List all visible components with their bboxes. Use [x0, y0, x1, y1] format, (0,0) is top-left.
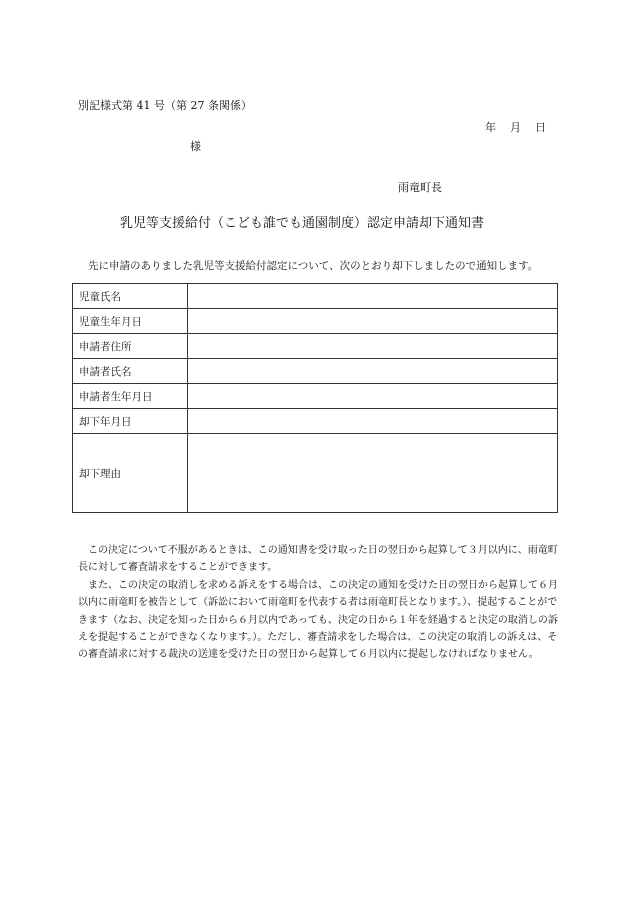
table-row — [73, 359, 558, 384]
row-value — [188, 284, 558, 309]
row-label: 児童氏名 — [73, 284, 188, 309]
row-label: 却下理由 — [73, 434, 188, 513]
row-label: 申請者生年月日 — [73, 384, 188, 409]
date-month: 月 — [510, 121, 521, 134]
row-label: 申請者住所 — [73, 334, 188, 359]
intro-text: 先に申請のありました乳児等支援給付認定について、次のとおり却下しましたので通知します。 — [88, 260, 539, 272]
row-value — [188, 409, 558, 434]
date-year: 年 — [485, 121, 496, 134]
table-row — [73, 384, 558, 409]
row-label: 申請者氏名 — [73, 359, 188, 384]
info-table — [72, 283, 558, 513]
table-row — [73, 334, 558, 359]
row-value — [188, 434, 558, 513]
issuer-name: 雨竜町長 — [398, 181, 442, 194]
form-reference: 別記様式第 41 号（第 27 条関係） — [78, 99, 252, 112]
table-row — [73, 284, 558, 309]
notice-paragraph-lawsuit: また、この決定の取消しを求める訴えをする場合は、この決定の通知を受けた日の翌日から起算して６月以内に雨竜町を被告として（訴訟において雨竜町を代表する者は雨竜町長となります。）、提起することができます（なお、決定を知った日から６月以内であっても、決定の日から１年を経過すると決定の取消しの訴えを提起することができなくなります。）。ただし、審査請求をした場合は、この決定の取消しの訴えは、その審査請求に対する裁決の送達を受けた日の翌日から起算して６月以内に提起しなければなりません。 — [78, 579, 558, 661]
table-row — [73, 309, 558, 334]
document-title: 乳児等支援給付（こども誰でも通園制度）認定申請却下通知書 — [120, 216, 485, 231]
recipient-suffix: 様 — [190, 140, 201, 153]
row-value — [188, 334, 558, 359]
notice-paragraph-appeal: この決定について不服があるときは、この通知書を受け取った日の翌日から起算して３月以内に、雨竜町長に対して審査請求をすることができます。 — [78, 545, 558, 574]
notice-block — [78, 542, 558, 664]
row-value — [188, 384, 558, 409]
row-value — [188, 359, 558, 384]
row-label: 却下年月日 — [73, 409, 188, 434]
table-row — [73, 434, 558, 513]
date-line — [485, 119, 560, 135]
date-day: 日 — [535, 121, 546, 134]
row-label: 児童生年月日 — [73, 309, 188, 334]
row-value — [188, 309, 558, 334]
table-row — [73, 409, 558, 434]
